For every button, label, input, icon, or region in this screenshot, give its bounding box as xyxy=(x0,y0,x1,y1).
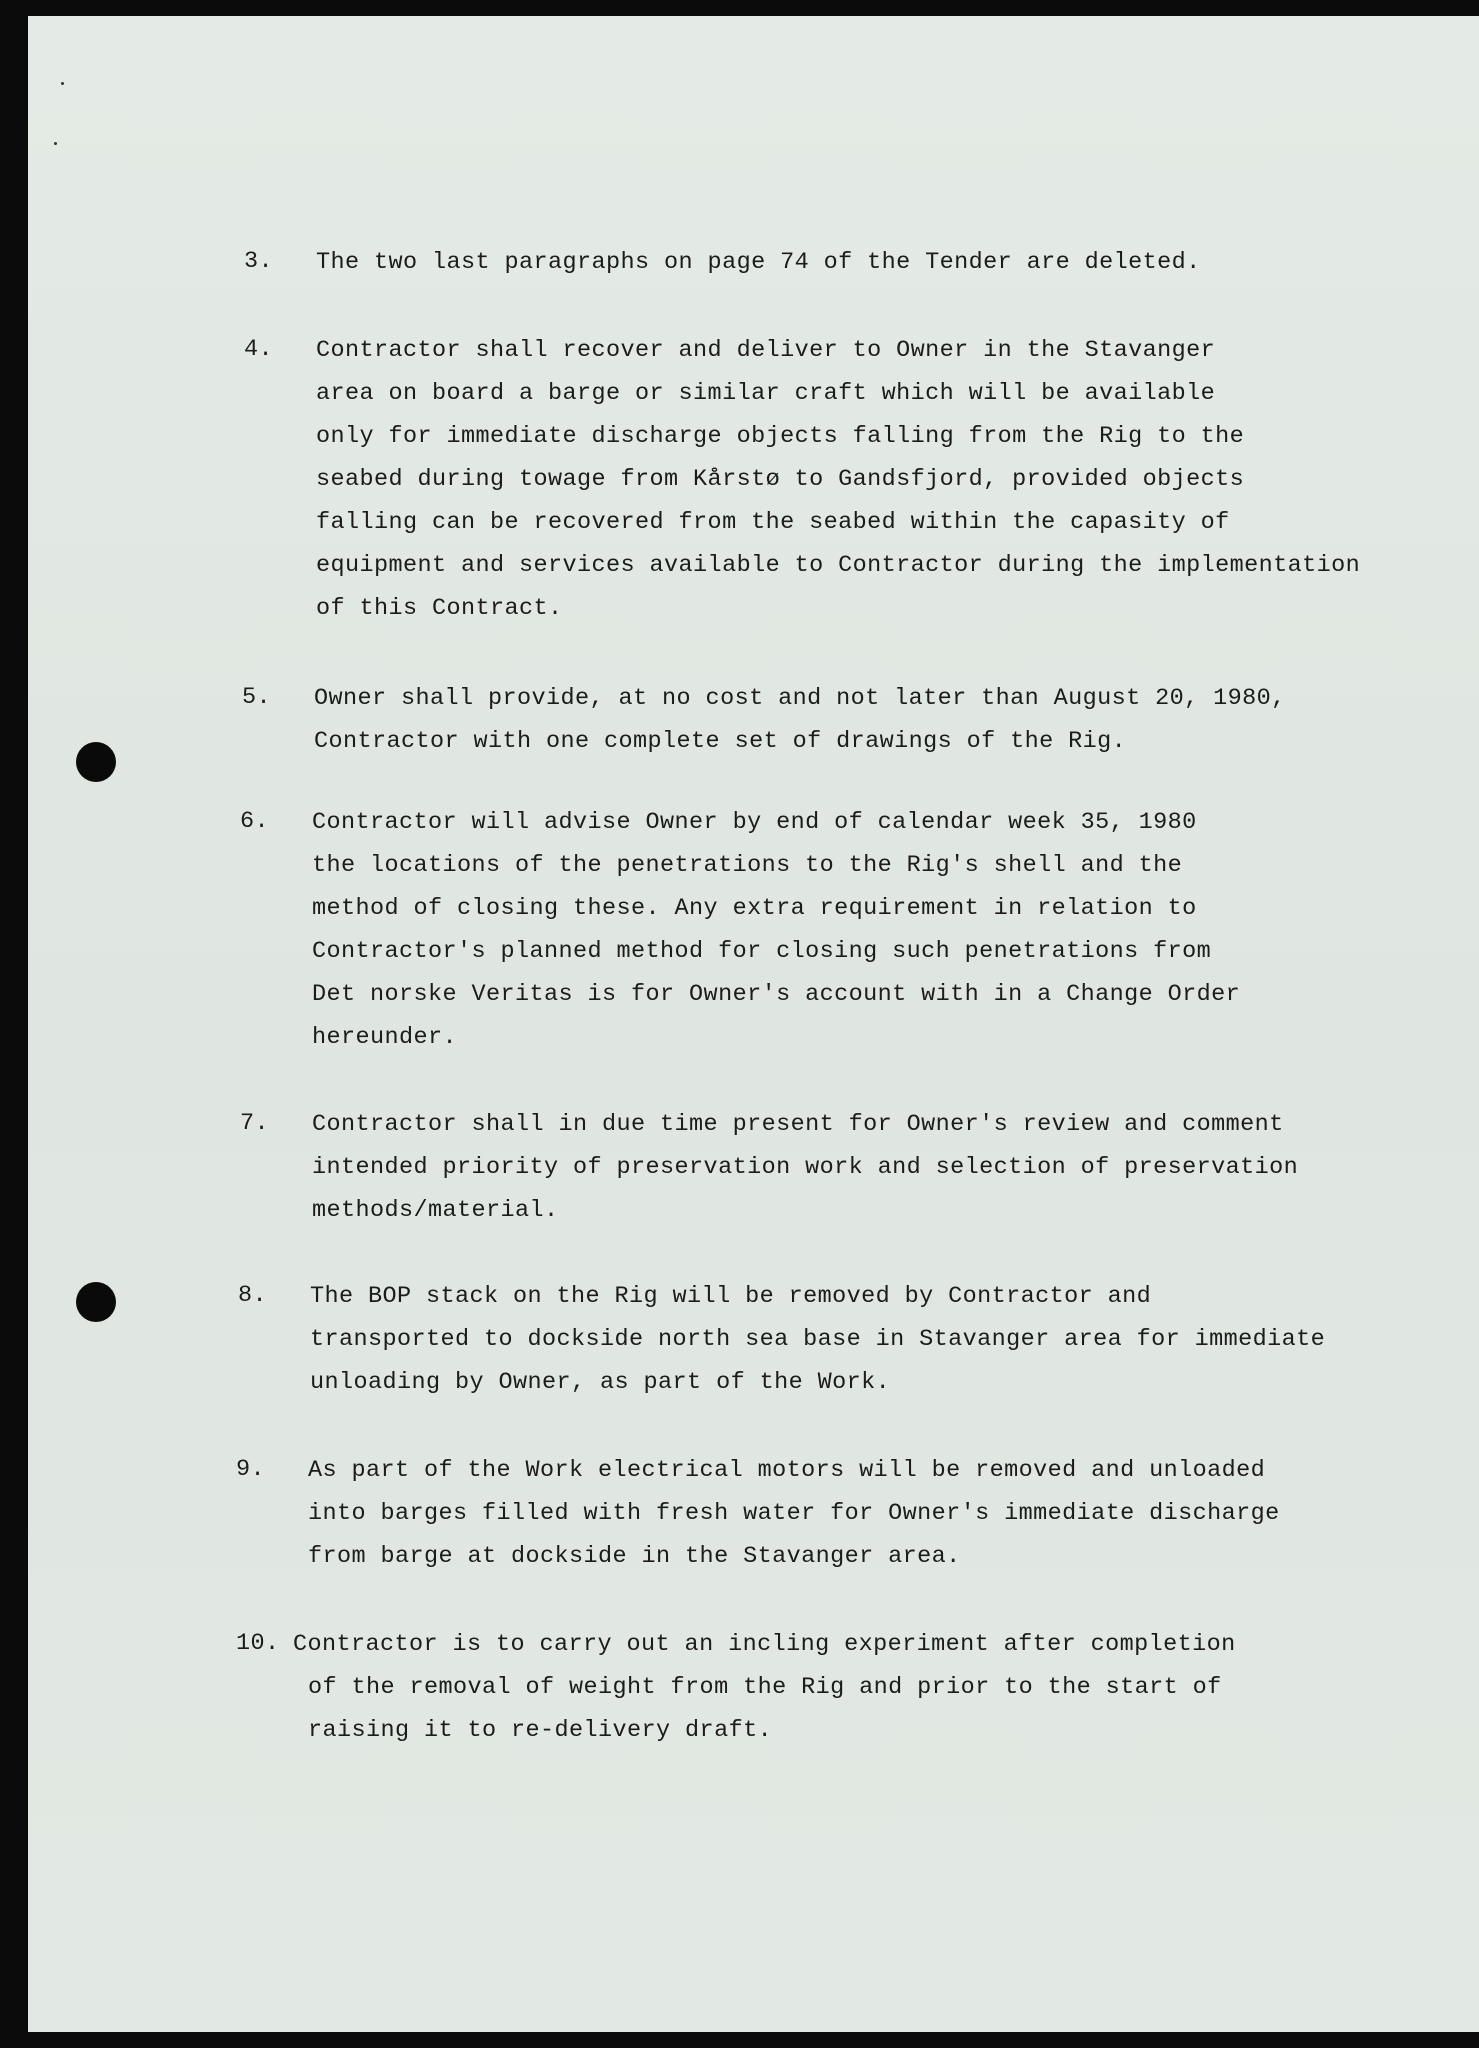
clause-number: 4. xyxy=(244,336,274,363)
scanned-page xyxy=(28,16,1479,2032)
clause-line: seabed during towage from Kårstø to Gandsfjord, provided objects xyxy=(316,466,1245,493)
clause-line: into barges filled with fresh water for Owner's immediate discharge xyxy=(308,1500,1280,1527)
clause-line: of this Contract. xyxy=(316,595,563,622)
clause-line: Contractor shall in due time present for Owner's review and comment xyxy=(312,1111,1284,1138)
clause-line: As part of the Work electrical motors will be removed and unloaded xyxy=(308,1457,1266,1484)
clause-line: Contractor with one complete set of drawings of the Rig. xyxy=(314,728,1127,755)
clause-line: Contractor shall recover and deliver to Owner in the Stavanger xyxy=(316,337,1216,364)
clause-number: 7. xyxy=(240,1110,270,1137)
clause-line: method of closing these. Any extra requirement in relation to xyxy=(312,895,1197,922)
clause-line: The BOP stack on the Rig will be removed by Contractor and xyxy=(310,1283,1152,1310)
clause-line: falling can be recovered from the seabed within the capasity of xyxy=(316,509,1230,536)
scan-speck xyxy=(61,82,64,85)
clause-line: Owner shall provide, at no cost and not later than August 20, 1980, xyxy=(314,685,1286,712)
clause-line: equipment and services available to Contractor during the implementation xyxy=(316,552,1361,579)
clause-line: transported to dockside north sea base in Stavanger area for immediate xyxy=(310,1326,1326,1353)
clause-line: intended priority of preservation work and selection of preservation xyxy=(312,1154,1299,1181)
clause-number: 3. xyxy=(244,248,274,275)
punch-hole-lower xyxy=(76,1282,116,1322)
clause-line: hereunder. xyxy=(312,1024,458,1051)
clause-line: methods/material. xyxy=(312,1197,559,1224)
clause-line: Det norske Veritas is for Owner's account with in a Change Order xyxy=(312,981,1241,1008)
clause-line: Contractor's planned method for closing such penetrations from xyxy=(312,938,1212,965)
clause-line: of the removal of weight from the Rig and prior to the start of xyxy=(308,1674,1222,1701)
clause-number: 10. xyxy=(236,1630,280,1657)
clause-line: raising it to re-delivery draft. xyxy=(308,1717,773,1744)
clause-number: 5. xyxy=(242,684,272,711)
clause-line: from barge at dockside in the Stavanger area. xyxy=(308,1543,961,1570)
scan-speck xyxy=(54,142,57,145)
clause-number: 9. xyxy=(236,1456,266,1483)
clause-number: 6. xyxy=(240,808,270,835)
clause-line: only for immediate discharge objects falling from the Rig to the xyxy=(316,423,1245,450)
clause-line: the locations of the penetrations to the Rig's shell and the xyxy=(312,852,1183,879)
clause-line: Contractor is to carry out an incling experiment after completion xyxy=(293,1631,1236,1658)
clause-line: The two last paragraphs on page 74 of the Tender are deleted. xyxy=(316,249,1201,276)
clause-line: unloading by Owner, as part of the Work. xyxy=(310,1369,891,1396)
clause-line: area on board a barge or similar craft which will be available xyxy=(316,380,1216,407)
clause-line: Contractor will advise Owner by end of calendar week 35, 1980 xyxy=(312,809,1197,836)
punch-hole-upper xyxy=(76,742,116,782)
clause-number: 8. xyxy=(238,1282,268,1309)
